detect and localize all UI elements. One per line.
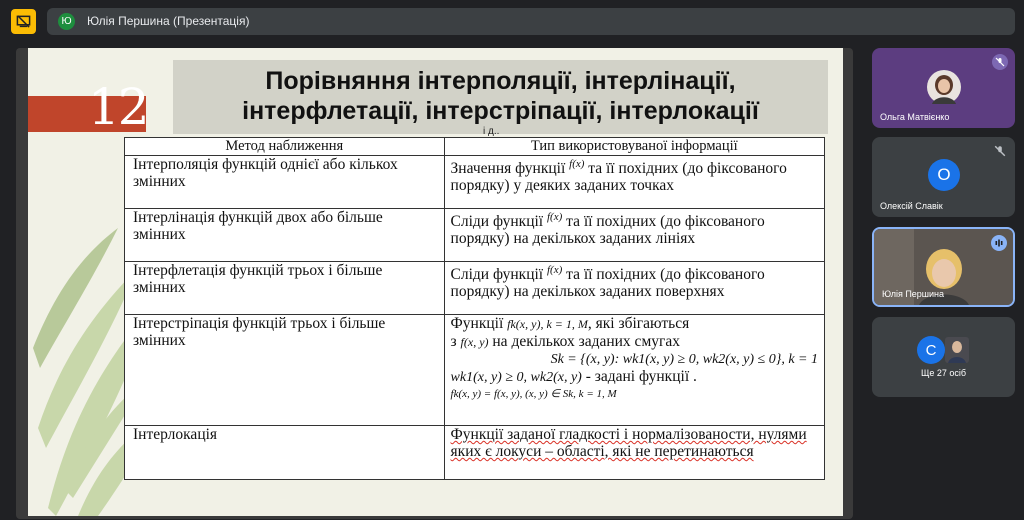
mic-off-icon (992, 54, 1008, 70)
info-text-a: Сліди функції (450, 266, 544, 284)
info-text-b: , які збігаються (587, 315, 690, 332)
info-text-b: та її похідних (до фіксованого порядку) на декількох заданих лініях (450, 213, 765, 248)
more-participants-tile[interactable] (872, 317, 1015, 397)
slide-title-line-1: Порівняння інтерполяції, інтерлінації, (265, 67, 736, 95)
table-row (125, 426, 825, 480)
math-sk: Sk = {(x, y): wk1(x, y) ≥ 0, wk2(x, y) ≤ 0}, k = 1 (550, 352, 818, 367)
table-row (125, 209, 825, 262)
method-cell: Інтерстріпація функцій трьох і більше змінних (125, 315, 445, 426)
presentation-stage (16, 48, 853, 519)
participant-name: Ольга Матвієнко (880, 112, 950, 122)
presenter-avatar: Ю (58, 13, 75, 30)
participant-name: Юлія Першина (882, 289, 945, 299)
table-row (125, 262, 825, 315)
more-participant-avatar: С (917, 336, 945, 364)
info-cell (444, 315, 824, 426)
header-method: Метод наближення (125, 138, 445, 156)
participant-avatar: О (928, 159, 960, 191)
presentation-app-icon[interactable] (11, 9, 36, 34)
method-cell: Інтерлінація функцій двох або більше змінних (125, 209, 445, 262)
slide-title-box (173, 60, 828, 137)
info-cell (444, 262, 824, 315)
presenter-label: Юлія Першина (Презентація) (87, 14, 250, 28)
table-row (125, 156, 825, 209)
participant-tile-active-speaker[interactable] (872, 227, 1015, 307)
header-info-type: Тип використовуваної інформації (444, 138, 824, 156)
strip-line-2 (451, 333, 818, 351)
math-fxy: f(x, y) (460, 335, 489, 349)
participant-tile[interactable] (872, 48, 1015, 128)
w-post-text: - задані функції . (585, 368, 697, 385)
info-text-pre: з (450, 333, 457, 350)
slide-title-overflow: і д.. (483, 126, 500, 137)
slide (28, 48, 843, 516)
more-participants-label: Ще 27 осіб (920, 368, 967, 378)
info-cell (444, 156, 824, 209)
strip-line-4 (451, 368, 818, 386)
math-fx: f(x) (546, 211, 563, 223)
table-header-row (125, 138, 825, 156)
participant-tile[interactable] (872, 137, 1015, 217)
info-text-post: на декількох заданих смугах (492, 333, 680, 350)
presentation-banner (47, 8, 1015, 35)
comparison-table (124, 137, 825, 480)
info-cell (444, 426, 824, 480)
info-text-b: та її похідних (до фіксованого порядку) у деяких заданих точках (450, 160, 787, 195)
info-text-a: Функції (450, 315, 504, 332)
table-row (125, 315, 825, 426)
info-text-b: та її похідних (до фіксованого порядку) на декількох заданих поверхнях (450, 266, 765, 301)
math-fk-last: fk(x, y) = f(x, y), (x, y) ∈ Sk, k = 1, M (450, 388, 617, 400)
info-text-a: Сліди функції (450, 213, 544, 231)
participant-name: Олексій Славік (880, 201, 943, 211)
info-cell (444, 209, 824, 262)
method-cell: Інтерлокація (125, 426, 445, 480)
method-cell: Інтерфлетація функцій трьох і більше змінних (125, 262, 445, 315)
math-fx: f(x) (569, 158, 585, 170)
participant-photo (927, 70, 961, 104)
strip-line-1 (451, 315, 818, 333)
mic-off-icon (994, 145, 1006, 157)
slide-title (173, 66, 828, 126)
math-fk: fk(x, y), k = 1, M (507, 317, 588, 331)
info-text-a: Значення функції (450, 160, 566, 178)
math-w: wk1(x, y) ≥ 0, wk2(x, y) (450, 370, 582, 385)
present-off-icon (16, 14, 31, 29)
slide-title-line-2: інтерфлетації, інтерстріпації, інтерлокації (242, 97, 759, 125)
more-participant-photo (945, 337, 969, 363)
info-text-full: Функції заданої гладкості і нормалізованости, нулями яких є локуси – області, які не перетинаються (450, 426, 807, 460)
speaking-indicator-icon (991, 235, 1007, 251)
slide-number: 12 (88, 78, 148, 136)
math-fx: f(x) (546, 264, 563, 276)
method-cell: Інтерполяція функцій однієї або кількох змінних (125, 156, 445, 209)
